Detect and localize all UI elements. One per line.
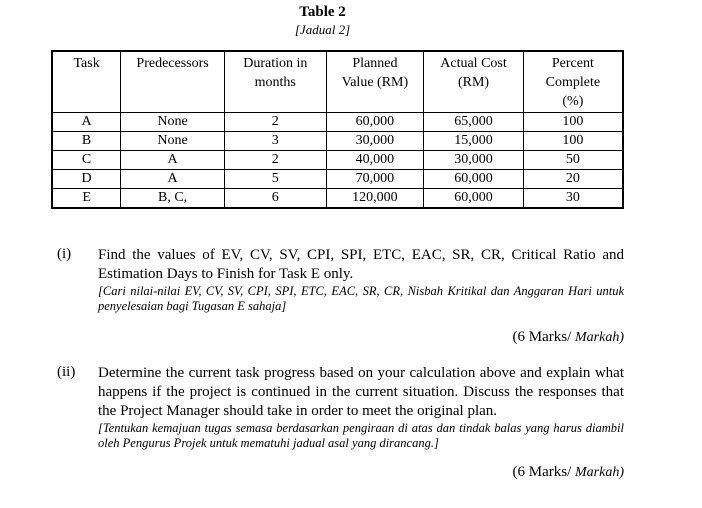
cell-task: A [52,113,121,132]
column-header-task: Task [52,51,121,113]
cell-actual-cost: 30,000 [424,151,524,170]
cell-planned-value: 40,000 [326,151,424,170]
table-header-row [52,51,623,113]
cell-actual-cost: 65,000 [424,113,524,132]
cell-duration: 2 [224,151,326,170]
marks-malay: Markah) [575,330,624,345]
column-header-actual-cost: Actual Cost (RM) [424,51,524,113]
table-title: Table 2 [299,4,346,20]
cell-predecessors: A [121,151,225,170]
cell-duration: 6 [224,189,326,209]
marks-label [513,329,625,346]
column-header-duration: Duration in months [224,51,326,113]
cell-task: D [52,170,121,189]
question-text-malay: [Tentukan kemajuan tugas semasa berdasarkan pengiraan di atas dan tindak balas yang harus diambil oleh Pengurus Projek untuk mematuhi jadual asal yang dirancang.] [98,421,624,450]
cell-planned-value: 60,000 [326,113,424,132]
marks-english: (6 Marks/ [512,329,572,345]
cell-actual-cost: 15,000 [424,132,524,151]
cell-duration: 5 [224,170,326,189]
cell-percent-complete: 50 [523,151,623,170]
cell-predecessors: None [121,113,225,132]
cell-planned-value: 120,000 [326,189,424,209]
column-header-predecessors: Predecessors [121,51,225,113]
cell-duration: 3 [224,132,326,151]
column-header-planned-value: Planned Value (RM) [326,51,424,113]
cell-planned-value: 30,000 [326,132,424,151]
cell-task: C [52,151,121,170]
cell-duration: 2 [224,113,326,132]
marks-malay: Markah) [575,465,624,480]
cell-task: E [52,189,121,209]
question-1 [98,246,624,314]
cell-actual-cost: 60,000 [424,170,524,189]
cell-percent-complete: 100 [523,132,623,151]
cell-predecessors: None [121,132,225,151]
cell-percent-complete: 100 [523,113,623,132]
cell-percent-complete: 20 [523,170,623,189]
column-header-percent-complete: Percent Complete (%) [523,51,623,113]
question-number: (ii) [57,364,76,380]
question-text-english: Determine the current task progress based on your calculation above and explain what happens if the project is continued in the current situation. Discuss the responses that the Project Manager should take in order to meet the original plan. [98,365,624,419]
marks-label [513,464,625,481]
cell-task: B [52,132,121,151]
table-row [52,170,623,189]
project-table [51,50,624,209]
table-subtitle: [Jadual 2] [294,22,351,37]
cell-percent-complete: 30 [523,189,623,209]
cell-predecessors: B, C, [121,189,225,209]
question-number: (i) [57,246,72,262]
cell-planned-value: 70,000 [326,170,424,189]
question-text-english: Find the values of EV, CV, SV, CPI, SPI, ETC, EAC, SR, CR, Critical Ratio and Estimation Days to Finish for Task E only. [98,247,624,282]
table-row [52,189,623,209]
table-row [52,151,623,170]
question-text-malay: [Cari nilai-nilai EV, CV, SV, CPI, SPI, ETC, EAC, SR, CR, Nisbah Kritikal dan Anggaran Hari untuk penyelesaian bagi Tugasan E sahaja] [98,284,624,313]
table-row [52,113,623,132]
question-2 [98,364,624,451]
table-row [52,132,623,151]
cell-actual-cost: 60,000 [424,189,524,209]
cell-predecessors: A [121,170,225,189]
marks-english: (6 Marks/ [512,464,572,480]
